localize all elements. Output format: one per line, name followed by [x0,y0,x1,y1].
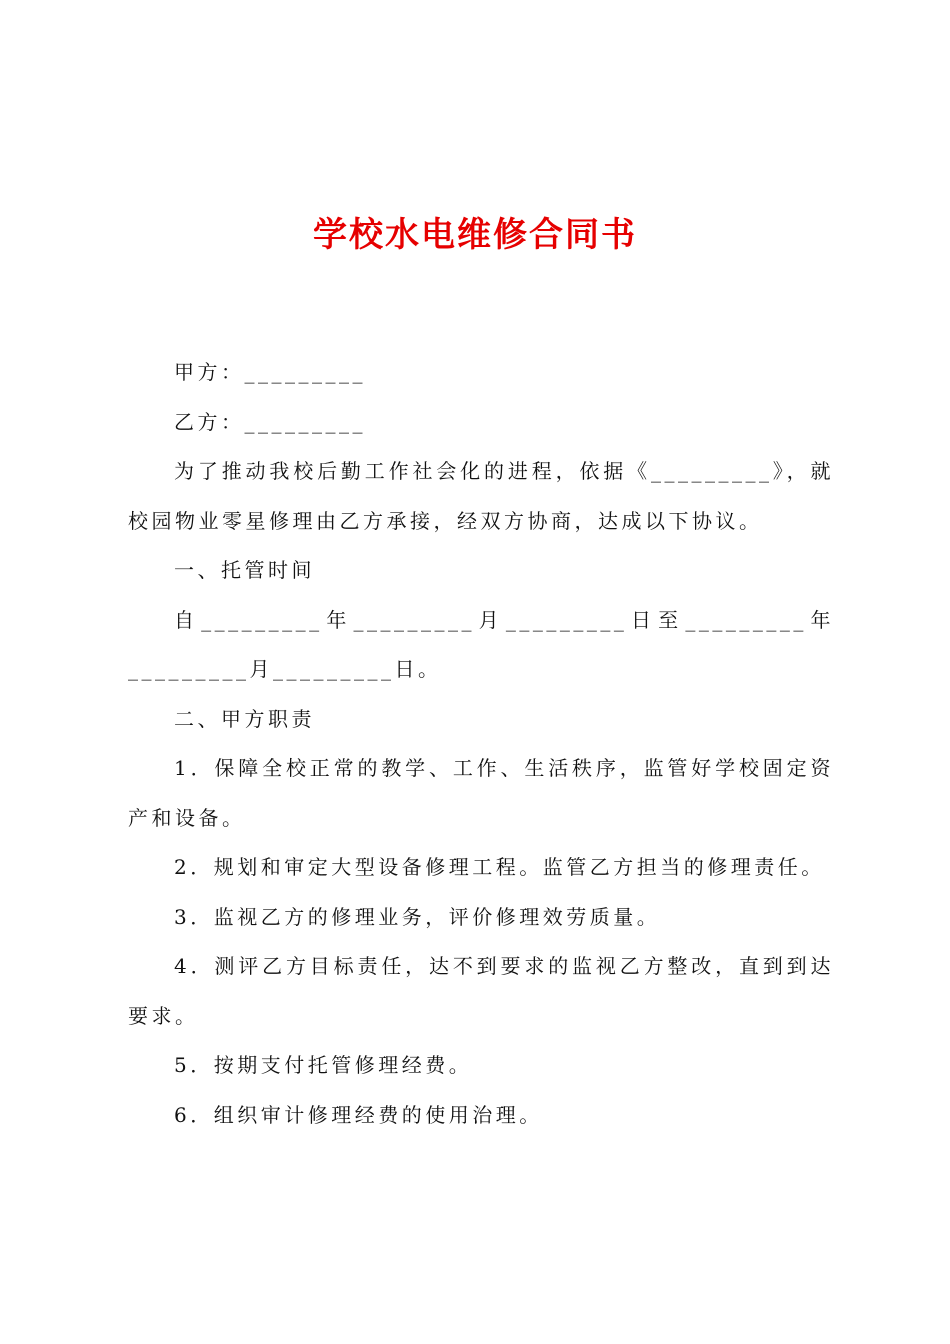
document-title: 学校水电维修合同书 [313,215,637,255]
duty-item-1: 1．保障全校正常的教学、工作、生活秩序，监管好学校固定资产和设备。 [128,756,834,830]
duty-item-5: 5．按期支付托管修理经费。 [174,1053,473,1077]
party-b-line: 乙方：_________ [174,409,366,434]
document-body [128,348,834,1140]
preamble-paragraph: 为了推动我校后勤工作社会化的进程，依据《_________》，就校园物业零星修理由乙方承接，经双方协商，达成以下协议。 [128,459,834,533]
duty-item-6: 6．组织审计修理经费的使用治理。 [174,1102,543,1127]
section-heading-party-a-duties: 二、甲方职责 [174,706,315,731]
section-heading-term: 一、托管时间 [174,558,315,582]
duty-item-4: 4．测评乙方目标责任，达不到要求的监视乙方整改，直到到达要求。 [128,954,834,1028]
duty-item-2: 2．规划和审定大型设备修理工程。监管乙方担当的修理责任。 [174,855,825,879]
party-a-line: 甲方：_________ [174,360,366,384]
duty-item-3: 3．监视乙方的修理业务，评价修理效劳质量。 [174,904,661,929]
term-dates-paragraph: 自_________年_________月_________日至_________年_________月_________日。 [128,607,834,681]
